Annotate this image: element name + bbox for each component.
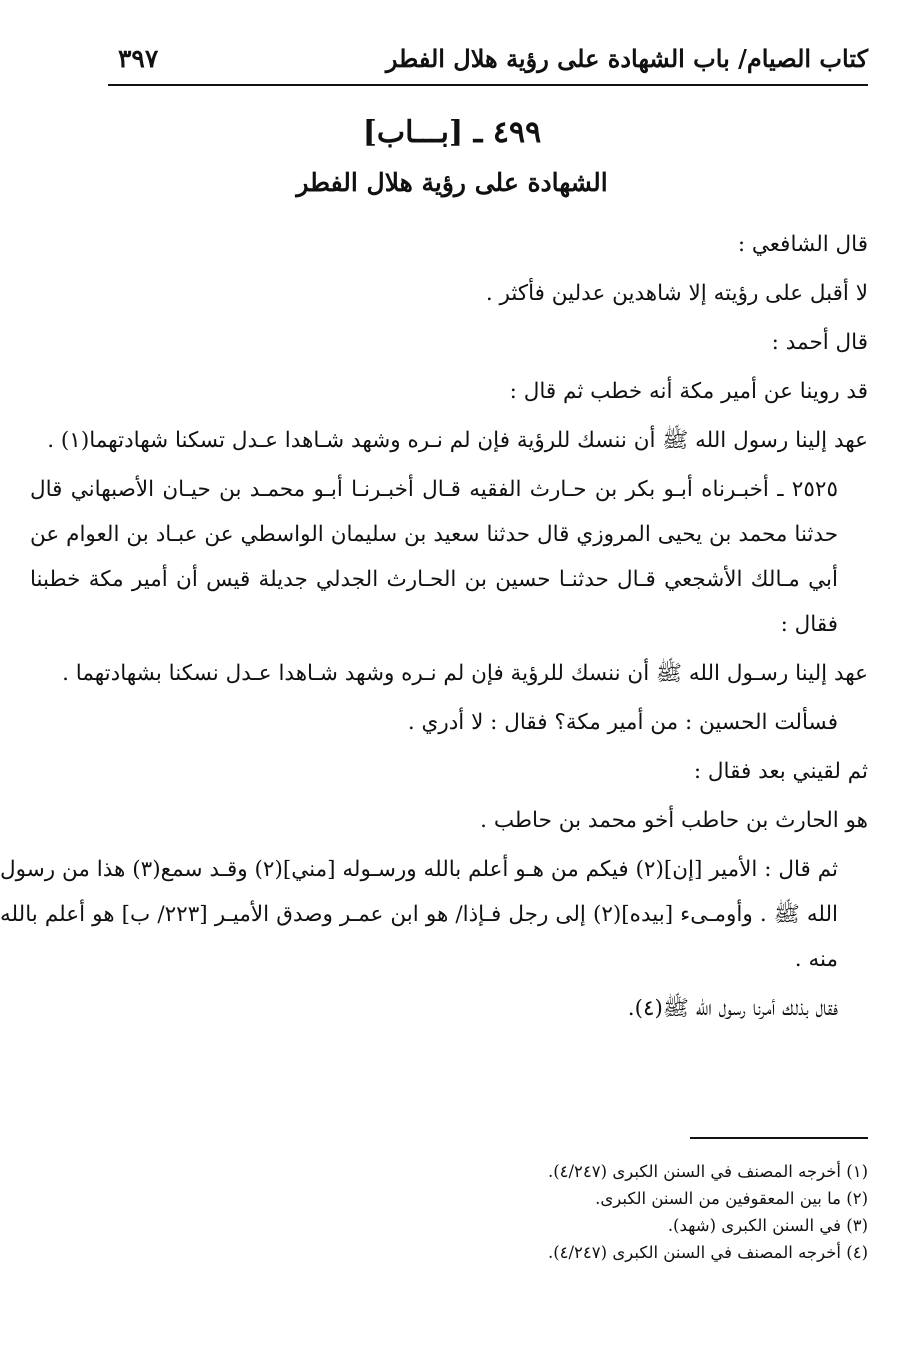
paragraph-hadith-2525-matn: عهد إلينا رسـول الله ﷺ أن ننسك للرؤية فإن لم نـره وشهد شـاهدا عـدل نسكنا بشهادتهما . — [62, 661, 868, 686]
chapter-subtitle: الشهادة على رؤية هلال الفطر — [296, 168, 608, 197]
paragraph-identity: هو الحارث بن حاطب أخو محمد بن حاطب . — [480, 808, 868, 833]
footnote-item: (٢) ما بين المعقوفين من السنن الكبرى. — [595, 1189, 868, 1208]
paragraph-question: فسألت الحسين : من أمير مكة؟ فقال : لا أدري . — [407, 710, 838, 735]
footnote-item: (٤) أخرجه المصنف في السنن الكبرى (٤/٢٤٧). — [547, 1243, 868, 1262]
paragraph-amir-speech: ثم قال : الأمير [إن](٢) فيكم من هـو أعلم بالله ورسـوله [مني](٢) وقـد سمع(٣) هذا من رسول الله ﷺ . وأومـىء [بيده](٢) إلى رجل فـإذا/ هو ابن عمـر وصدق الأميـر [٢٢٣/ ب] هو أعلم بالله منه . — [0, 857, 838, 972]
paragraph-met-later: ثم لقيني بعد فقال : — [693, 759, 868, 784]
paragraph-ahmad-says: قال أحمد : — [771, 330, 868, 355]
body-text — [0, 222, 868, 1035]
chapter-heading: ٤٩٩ ـ [بـــاب] — [362, 115, 542, 150]
footnote-item: (١) أخرجه المصنف في السنن الكبرى (٤/٢٤٧). — [547, 1162, 868, 1181]
paragraph-shafii-says: قال الشافعي : — [737, 232, 868, 257]
paragraph-hadith-text: عهد إلينا رسول الله ﷺ أن ننسك للرؤية فإن لم نـره وشهد شـاهدا عـدل تسكنا شهادتهما(١) . — [47, 428, 868, 453]
paragraph-narration-intro: قد روينا عن أمير مكة أنه خطب ثم قال : — [509, 379, 868, 404]
page-number: ٣٩٧ — [118, 44, 159, 73]
footnote-divider — [690, 1137, 868, 1139]
running-title: كتاب الصيام/ باب الشهادة على رؤية هلال الفطر — [385, 44, 868, 73]
paragraph-hadith-2525-isnad: ٢٥٢٥ ـ أخبـرناه أبـو بكر بن حـارث الفقيه قـال أخبـرنـا أبـو محمـد بن حيـان الأصبهاني قال حدثنا محمد بن يحيى المروزي قال حدثنا سعيد بن سليمان الواسطي عن عبـاد بن العوام عن أبي مـالك الأشجعي قـال حدثنـا حسين بن الحـارث الجدلي جديلة قيس أن أمير مكة خطبنا فقال : — [30, 477, 838, 637]
paragraph-conclusion: فقال بذلك أمرنا رسول الله ﷺ(٤). — [627, 996, 838, 1021]
paragraph-shafii-statement: لا أقبل على رؤيته إلا شاهدين عدلين فأكثر . — [485, 281, 868, 306]
footnotes — [68, 1158, 868, 1266]
running-header — [108, 40, 868, 86]
footnote-item: (٣) في السنن الكبرى (شهد). — [667, 1216, 868, 1235]
